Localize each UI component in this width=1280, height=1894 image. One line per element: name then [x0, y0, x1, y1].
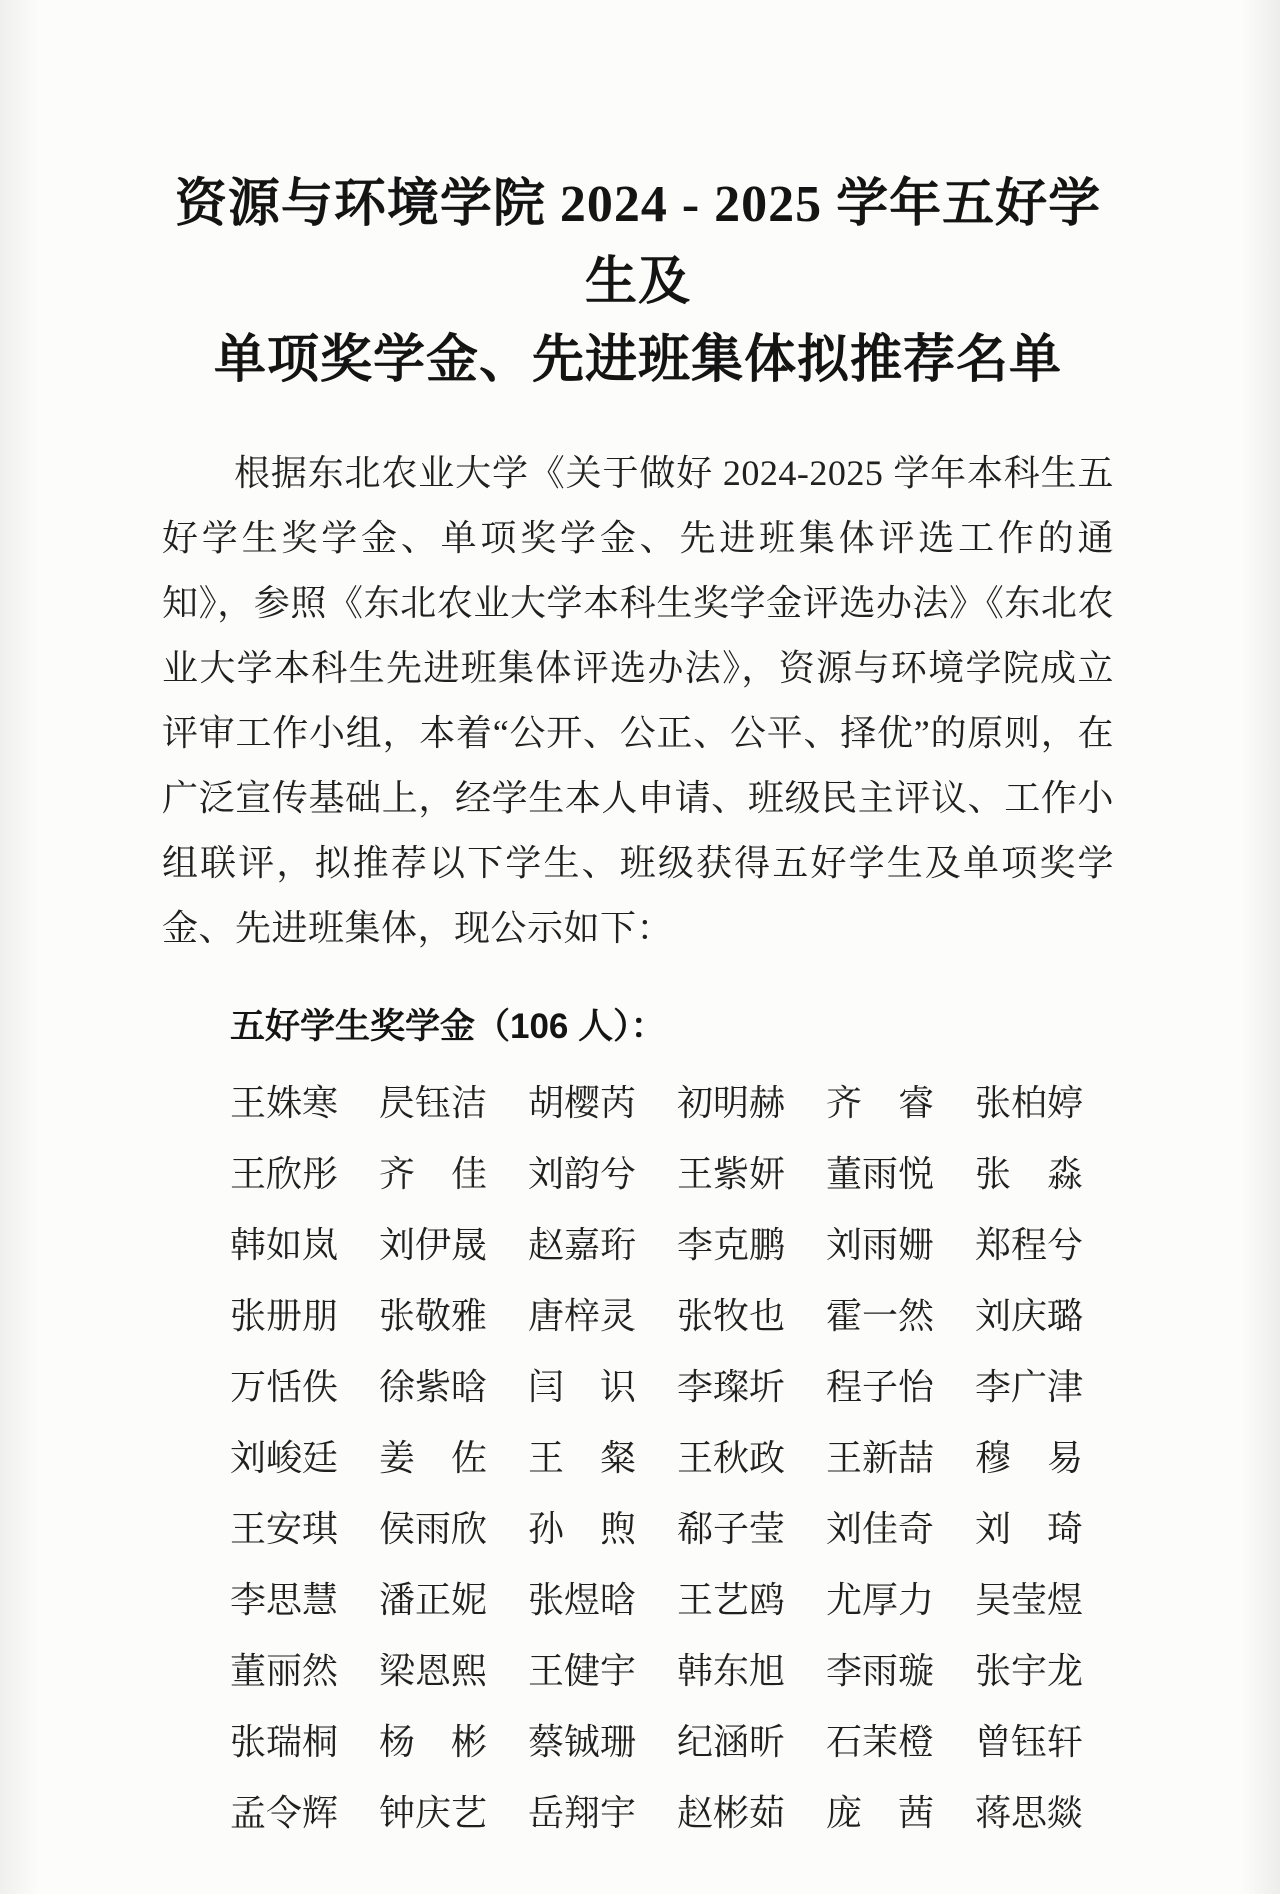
student-name: 胡樱芮 [528, 1083, 637, 1123]
student-name: 张宇龙 [975, 1651, 1084, 1691]
student-name: 张煜晗 [528, 1580, 637, 1620]
student-name: 李克鹏 [677, 1225, 786, 1265]
student-name: 王姝寒 [230, 1083, 339, 1123]
student-name: 郗子莹 [677, 1509, 786, 1549]
student-name: 石茉橙 [826, 1722, 935, 1762]
student-name: 张册朋 [230, 1296, 339, 1336]
student-name: 张瑞桐 [230, 1722, 339, 1762]
student-name: 霍一然 [826, 1296, 935, 1336]
student-name: 王新喆 [826, 1438, 935, 1478]
student-name: 尤厚力 [826, 1580, 935, 1620]
student-name: 岳翔宇 [528, 1793, 637, 1833]
document-title [162, 166, 1114, 400]
student-name: 王安琪 [230, 1509, 339, 1549]
student-name: 万恬佚 [230, 1367, 339, 1407]
student-name: 初明赫 [677, 1083, 786, 1123]
student-name: 姜 佐 [379, 1438, 488, 1478]
name-grid [162, 1083, 1114, 1833]
student-name: 吴莹煜 [975, 1580, 1084, 1620]
student-name: 王健宇 [528, 1651, 637, 1691]
student-name: 庞 茜 [826, 1793, 935, 1833]
student-name: 齐 佳 [379, 1154, 488, 1194]
student-name: 钟庆艺 [379, 1793, 488, 1833]
student-name: 蒋思燚 [975, 1793, 1084, 1833]
student-name: 刘伊晟 [379, 1225, 488, 1265]
student-name: 韩如岚 [230, 1225, 339, 1265]
student-name: 李思慧 [230, 1580, 339, 1620]
student-name: 侯雨欣 [379, 1509, 488, 1549]
student-name: 刘庆璐 [975, 1296, 1084, 1336]
student-name: 曾钰轩 [975, 1722, 1084, 1762]
student-name: 孟令辉 [230, 1793, 339, 1833]
student-name: 张牧也 [677, 1296, 786, 1336]
student-name: 程子怡 [826, 1367, 935, 1407]
student-name: 韩东旭 [677, 1651, 786, 1691]
student-name: 刘峻廷 [230, 1438, 339, 1478]
student-name: 闫 识 [528, 1367, 637, 1407]
student-name: 王紫妍 [677, 1154, 786, 1194]
student-name: 赵嘉珩 [528, 1225, 637, 1265]
student-name: 王秋政 [677, 1438, 786, 1478]
student-name: 李广津 [975, 1367, 1084, 1407]
scholarship-section-heading: 五好学生奖学金（106 人）： [230, 1007, 666, 1046]
student-name: 昃钰洁 [379, 1083, 488, 1123]
student-name: 张 淼 [975, 1154, 1084, 1194]
student-name: 董丽然 [230, 1651, 339, 1691]
student-name: 杨 彬 [379, 1722, 488, 1762]
student-name: 李雨璇 [826, 1651, 935, 1691]
student-name: 蔡铖珊 [528, 1722, 637, 1762]
student-name: 王 粲 [528, 1438, 637, 1478]
intro-paragraph: 根据东北农业大学《关于做好 2024-2025 学年本科生五好学生奖学金、单项奖学金、先进班集体评选工作的通知》，参照《东北农业大学本科生奖学金评选办法》《东北农业大学本科生先进班集体评选办法》，资源与环境学院成立评审工作小组，本着“公开、公正、公平、择优”的原则，在广泛宣传基础上，经学生本人申请、班级民主评议、工作小组联评，拟推荐以下学生、班级获得五好学生及单项奖学金、先进班集体，现公示如下： [162, 453, 1114, 948]
student-name: 刘雨姗 [826, 1225, 935, 1265]
student-name: 董雨悦 [826, 1154, 935, 1194]
document-title-line-2: 单项奖学金、先进班集体拟推荐名单 [213, 332, 1062, 389]
student-name: 徐紫晗 [379, 1367, 488, 1407]
student-name: 郑程兮 [975, 1225, 1084, 1265]
student-name: 赵彬茹 [677, 1793, 786, 1833]
student-name: 张敬雅 [379, 1296, 488, 1336]
student-name: 梁恩熙 [379, 1651, 488, 1691]
student-name: 李璨圻 [677, 1367, 786, 1407]
student-name: 刘佳奇 [826, 1509, 935, 1549]
student-name: 纪涵昕 [677, 1722, 786, 1762]
student-name: 刘 琦 [975, 1509, 1084, 1549]
student-name: 张柏婷 [975, 1083, 1084, 1123]
student-name: 王欣彤 [230, 1154, 339, 1194]
student-name: 齐 睿 [826, 1083, 935, 1123]
student-name: 唐梓灵 [528, 1296, 637, 1336]
student-name: 穆 易 [975, 1438, 1084, 1478]
student-name: 孙 煦 [528, 1509, 637, 1549]
student-name: 潘正妮 [379, 1580, 488, 1620]
student-name: 刘韵兮 [528, 1154, 637, 1194]
document-title-line-1: 资源与环境学院 2024 - 2025 学年五好学生及 [174, 176, 1102, 311]
student-name: 王艺鸥 [677, 1580, 786, 1620]
